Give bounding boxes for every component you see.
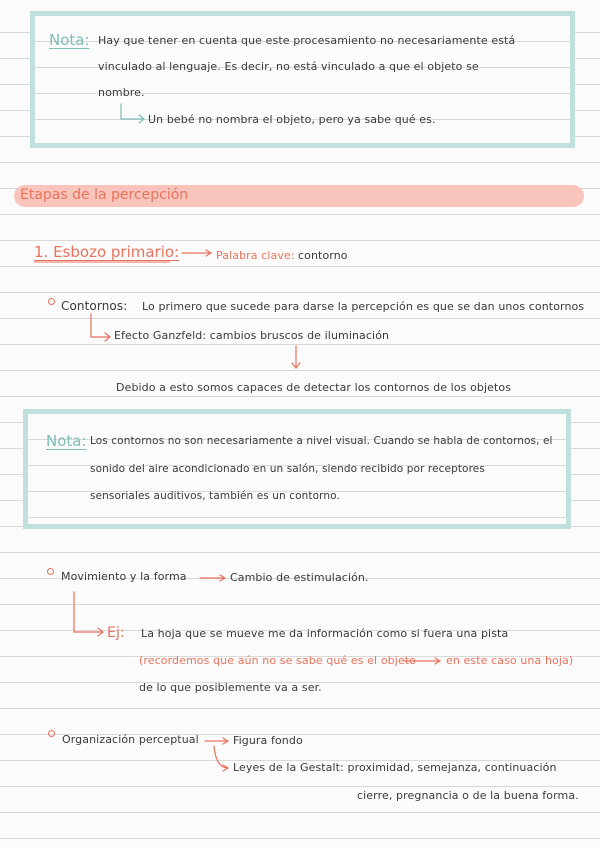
organizacion-label: Organización perceptual: [62, 733, 199, 746]
arrow-right-icon: [200, 575, 225, 581]
ej-text: La hoja que se mueve me da información como si fuera una pista: [141, 627, 509, 640]
note-1-line-3: nombre.: [98, 86, 145, 99]
note-1-line-1: Hay que tener en cuenta que este procesamiento no necesariamente está: [98, 34, 516, 47]
note-2-line-2: sonido del aire acondicionado en un salón, siendo recibido por receptores: [90, 463, 485, 475]
bullet-contornos: [48, 298, 55, 305]
ej-text-2: de lo que posiblemente va a ser.: [139, 681, 322, 694]
arrow-right-icon: [182, 250, 211, 256]
contornos-effect: Efecto Ganzfeld: cambios bruscos de iluminación: [114, 329, 390, 342]
hook-arrow-icon: [74, 592, 103, 636]
ej-parenthetical-a: (recordemos que aún no se sabe qué es el objeto: [139, 654, 416, 667]
note-1-label: Nota:: [49, 31, 90, 49]
note-2-label: Nota:: [46, 432, 87, 450]
keyword-label: Palabra clave:: [216, 249, 295, 262]
movimiento-result: Cambio de estimulación.: [230, 571, 369, 584]
arrow-right-icon: [205, 738, 228, 744]
note-2-line-1: Los contornos no son necesariamente a nivel visual. Cuando se habla de contornos, el: [90, 435, 553, 447]
leyes-gestalt: Leyes de la Gestalt: proximidad, semejanza, continuación: [233, 761, 557, 774]
arrow-down-icon: [292, 346, 300, 368]
movimiento-label: Movimiento y la forma: [61, 570, 187, 583]
hook-arrow-icon: [91, 314, 110, 341]
contornos-label: Contornos:: [61, 299, 128, 313]
stage-1-heading: 1. Esbozo primario:: [34, 243, 180, 261]
figura-fondo: Figura fondo: [233, 734, 303, 747]
bullet-movimiento: [47, 568, 54, 575]
keyword-value: contorno: [298, 249, 348, 262]
bullet-organizacion: [48, 730, 55, 737]
note-2-line-3: sensoriales auditivos, también es un contorno.: [90, 490, 340, 502]
note-box-1: [30, 11, 575, 148]
note-1-line-2: vinculado al lenguaje. Es decir, no está vinculado a que el objeto se: [98, 60, 479, 73]
section-title: Etapas de la percepción: [20, 187, 189, 203]
contornos-consequence: Debido a esto somos capaces de detectar los contornos de los objetos: [116, 381, 512, 394]
leyes-gestalt-2: cierre, pregnancia o de la buena forma.: [357, 789, 579, 802]
note-1-example: Un bebé no nombra el objeto, pero ya sabe qué es.: [148, 113, 436, 126]
ej-label: Ej:: [107, 625, 125, 641]
arrow-curve-icon: [214, 746, 228, 771]
ej-parenthetical-b: en este caso una hoja): [446, 654, 574, 667]
contornos-text: Lo primero que sucede para darse la percepción es que se dan unos contornos: [142, 300, 585, 313]
